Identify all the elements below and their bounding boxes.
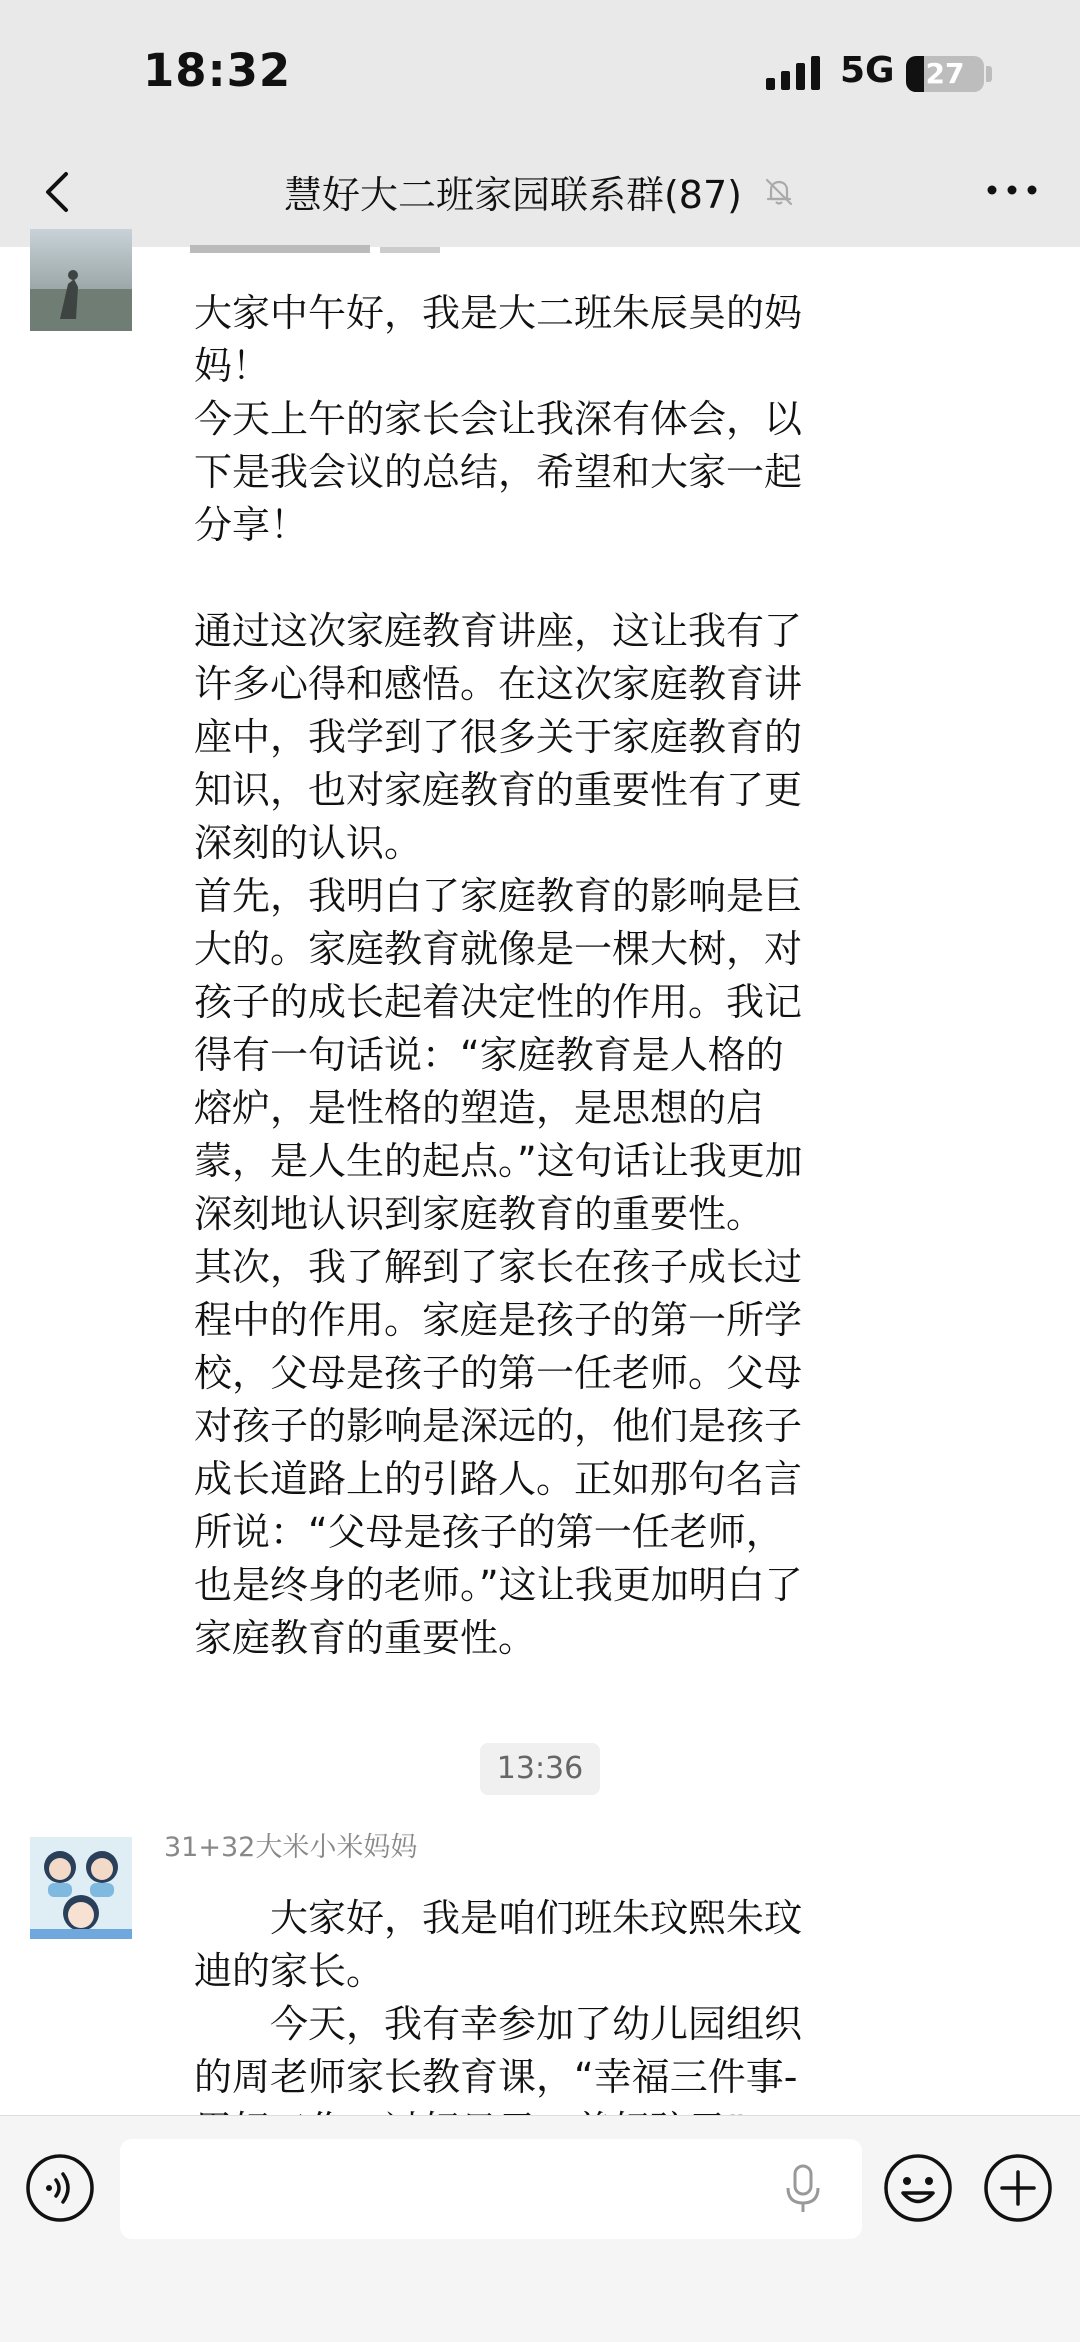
chat-title-wrap[interactable] bbox=[0, 164, 1080, 219]
battery-icon bbox=[906, 56, 984, 92]
sender-avatar[interactable] bbox=[30, 229, 132, 331]
mute-bell-icon bbox=[762, 175, 796, 209]
network-label: 5G bbox=[840, 50, 895, 91]
status-bar bbox=[0, 0, 1080, 140]
timestamp: 13:36 bbox=[480, 1743, 600, 1795]
message-input[interactable] bbox=[120, 2139, 862, 2239]
mic-icon[interactable] bbox=[778, 2162, 828, 2216]
sender-name: 31+32大米小米妈妈 bbox=[164, 1832, 418, 1863]
chat-area[interactable] bbox=[0, 247, 1080, 2115]
battery-cap bbox=[986, 66, 992, 82]
message-text: 大家中午好，我是大二班朱辰昊的妈 妈！ 今天上午的家长会让我深有体会，以 下是我会议的总结，希望和大家一起 分享！ 通过这次家庭教育讲座，这让我有了 许多心得和感悟。在这次家庭教育讲 座中，我学到了很多关于家庭教育的 知识，也对家庭教育的重要性有了更 深刻的认识。 首先，我明白了家庭教育的影响是巨 大的。家庭教育就像是一棵大树，对 孩子的成长起着决定性的作用。我记 得有一句话说：“家庭教育是人格的 熔炉，是性格的塑造，是思想的启 蒙，是人生的起点。”这句话让我更加 深刻地认识到家庭教育的重要性。 其次，我了解到了家长在孩子成长过 程中的作用。家庭是孩子的第一所学 校，父母是孩子的第一任老师。父母 对孩子的影响是深远的，他们是孩子 成长道路上的引路人。正如那句名言 所说：“父母是孩子的第一任老师， 也是终身的老师。”这让我更加明白了 家庭教育的重要性。 bbox=[194, 291, 803, 1660]
landscape-avatar-image bbox=[30, 229, 132, 331]
sender-avatar[interactable] bbox=[30, 1837, 132, 1939]
input-bar bbox=[0, 2115, 1080, 2342]
more-icon[interactable] bbox=[984, 170, 1040, 210]
voice-icon[interactable] bbox=[24, 2152, 96, 2224]
plus-icon[interactable] bbox=[982, 2152, 1054, 2224]
chat-title: 慧好大二班家园联系群(87) bbox=[283, 173, 742, 217]
status-time: 18:32 bbox=[143, 44, 292, 97]
signal-icon bbox=[766, 56, 822, 90]
sender-name-cropped bbox=[190, 221, 550, 255]
message-text: 大家好，我是咱们班朱玟熙朱玟 迪的家长。 今天，我有幸参加了幼儿园组织 的周老师家长教育课，“幸福三件事- bbox=[194, 1896, 803, 2099]
emoji-icon[interactable] bbox=[882, 2152, 954, 2224]
battery-level: 27 bbox=[925, 57, 965, 90]
children-photo-avatar-image bbox=[30, 1837, 132, 1939]
